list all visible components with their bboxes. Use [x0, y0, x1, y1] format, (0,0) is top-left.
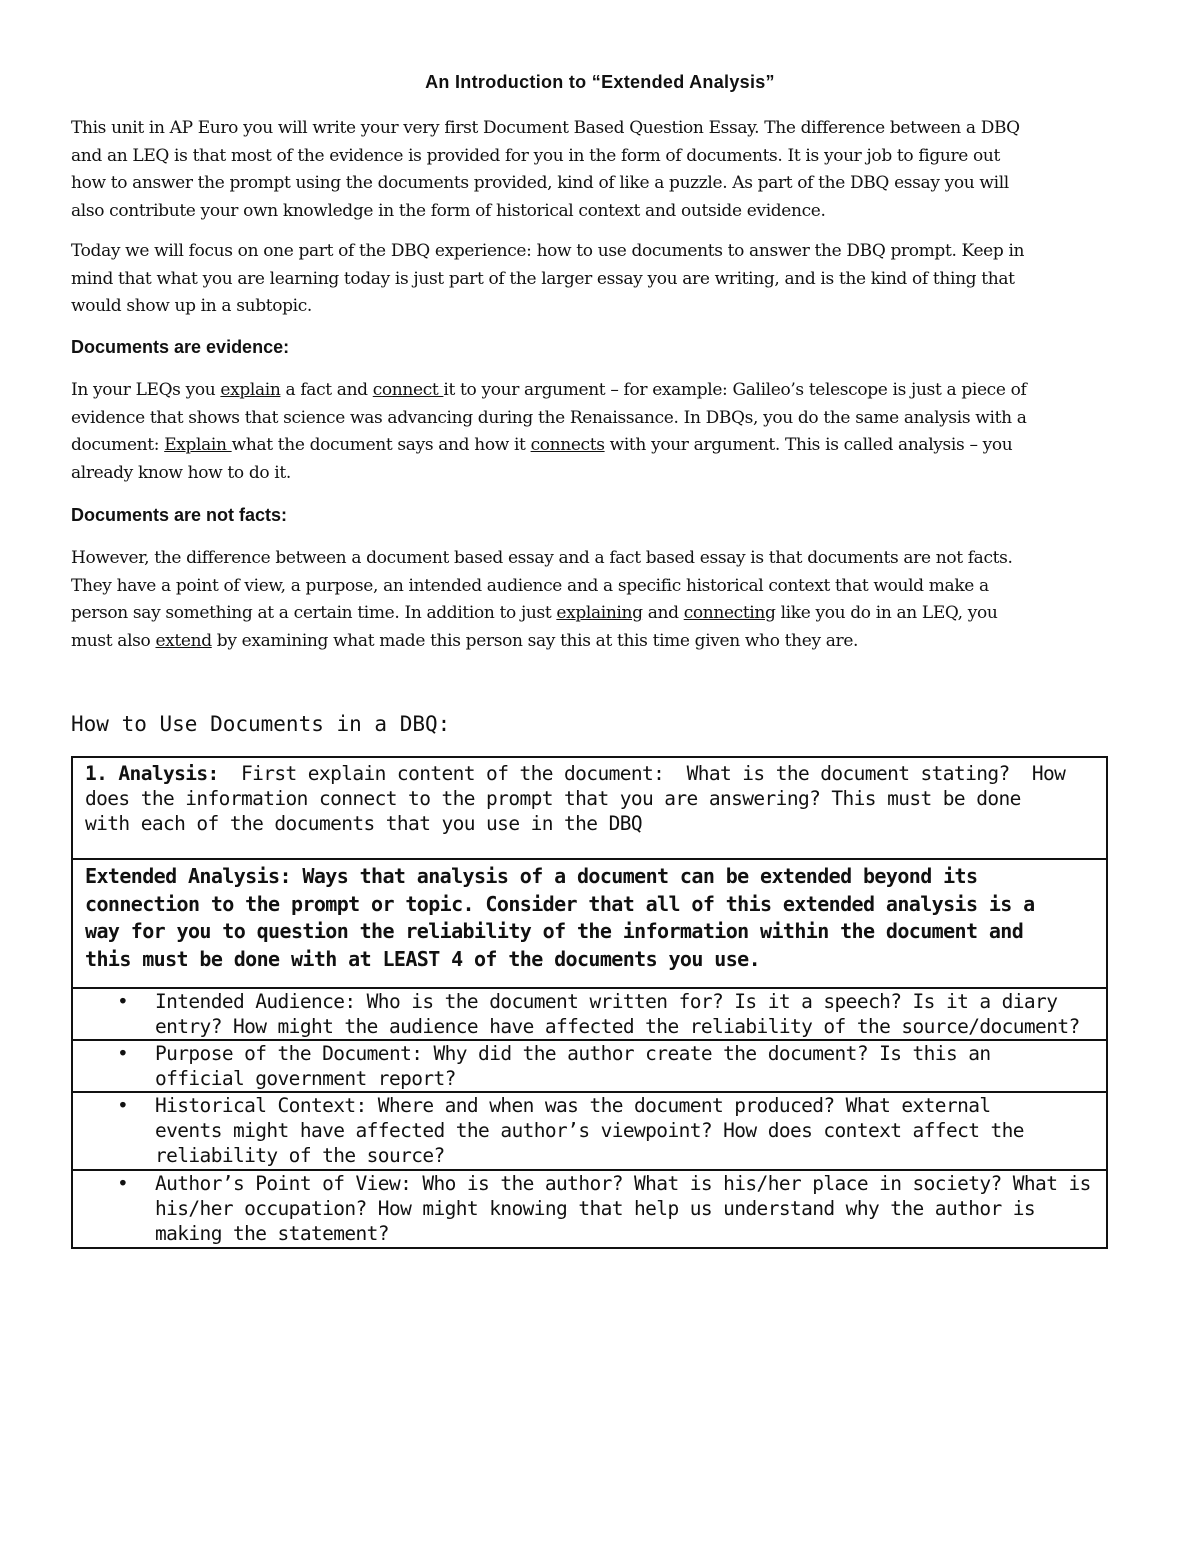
text-line	[85, 761, 1094, 786]
text-line: Extended Analysis: Ways that analysis of a document can be extended beyond its	[85, 864, 978, 888]
underlined-term: explain	[220, 380, 281, 400]
bullet-icon: •	[117, 1094, 129, 1117]
underlined-term: connects	[530, 435, 605, 455]
text-line: evidence that shows that science was advancing during the Renaissance. In DBQs, you do the same analysis with a	[71, 407, 1027, 428]
text-run: with your argument. This is called analysis – you	[604, 435, 1013, 455]
text-line: his/her occupation? How might knowing that help us understand why the author is	[155, 1197, 1036, 1220]
text-run: it to your argument – for example: Galileo’s telescope is just a piece of	[443, 380, 1027, 400]
text-run: In your LEQs you	[71, 380, 221, 400]
text-line: and an LEQ is that most of the evidence is provided for you in the form of documents. It is your job to figure out	[71, 145, 1000, 166]
text-line: how to answer the prompt using the documents provided, kind of like a puzzle. As part of the DBQ essay you will	[71, 173, 1009, 193]
extended-analysis-cell	[72, 859, 1107, 988]
bullet-row	[72, 1040, 1107, 1092]
text-run: person say something at a certain time. In addition to just	[71, 603, 557, 623]
underlined-term: extend	[155, 630, 212, 651]
bullet-row	[72, 1092, 1107, 1170]
text-line: with each of the documents that you use in the DBQ	[85, 812, 642, 835]
dbq-heading: How to Use Documents in a DBQ:	[71, 712, 451, 736]
bullet-cell	[72, 1092, 1107, 1170]
text-line: However, the difference between a document based essay and a fact based essay is that documents are not facts.	[71, 548, 1013, 568]
analysis-row	[72, 757, 1107, 859]
text-line: This unit in AP Euro you will write your very first Document Based Question Essay. The difference between a DBQ	[71, 118, 1020, 138]
evidence-paragraph	[71, 377, 1131, 487]
text-line: this must be done with at LEAST 4 of the documents you use.	[85, 946, 761, 971]
bullet-cell	[72, 1040, 1107, 1092]
text-line: Purpose of the Document: Why did the author create the document? Is this an	[155, 1042, 991, 1065]
text-line: does the information connect to the prompt that you are answering? This must be done	[85, 787, 1021, 810]
not-facts-heading: Documents are not facts:	[71, 505, 288, 525]
not-facts-paragraph	[71, 545, 1131, 655]
text-line	[71, 432, 1131, 460]
text-run: document:	[71, 435, 165, 455]
bullet-row	[72, 1170, 1107, 1248]
text-line: mind that what you are learning today is just part of the larger essay you are writing, and is the kind of thing that	[71, 268, 1015, 289]
text-run: and	[642, 603, 684, 623]
underlined-term: connect	[372, 380, 444, 400]
underlined-term: explaining	[556, 603, 643, 623]
text-run: must also	[71, 630, 156, 651]
text-line: official government report?	[155, 1067, 456, 1090]
text-line: already know how to do it.	[71, 462, 291, 483]
text-line	[71, 377, 1131, 405]
text-line: They have a point of view, a purpose, an intended audience and a specific historical context that would make a	[71, 575, 989, 596]
bullet-icon: •	[117, 1172, 129, 1195]
bullet-cell	[72, 1170, 1107, 1248]
text-line: events might have affected the author’s viewpoint? How does context affect the	[155, 1119, 1024, 1142]
text-run: First explain content of the document: What is the document stating? How	[218, 762, 1066, 785]
bullet-row	[72, 988, 1107, 1040]
evidence-heading: Documents are evidence:	[71, 337, 290, 357]
text-line: reliability of the source?	[155, 1144, 445, 1167]
text-line: making the statement?	[155, 1222, 389, 1245]
text-line: also contribute your own knowledge in the form of historical context and outside evidence.	[71, 200, 826, 221]
text-line: Today we will focus on one part of the DBQ experience: how to use documents to answer the DBQ prompt. Keep in	[71, 241, 1025, 261]
text-line: would show up in a subtopic.	[71, 296, 312, 316]
text-run: what the document says and how it	[231, 435, 531, 455]
analysis-label: 1. Analysis:	[85, 762, 219, 785]
text-line	[71, 600, 1131, 628]
text-run: by examining what made this person say this at this time given who they are.	[211, 630, 859, 651]
text-run: a fact and	[280, 380, 373, 400]
bullet-icon: •	[117, 990, 129, 1013]
underlined-term: connecting	[683, 603, 776, 623]
bullet-cell	[72, 988, 1107, 1040]
intro-paragraph	[71, 115, 1131, 225]
text-line: entry? How might the audience have affected the reliability of the source/document?	[155, 1015, 1080, 1038]
text-line: Author’s Point of View: Who is the author? What is his/her place in society? What is	[155, 1172, 1091, 1195]
underlined-term: Explain	[164, 435, 232, 455]
extended-analysis-row	[72, 859, 1107, 988]
analysis-cell	[72, 757, 1107, 859]
text-line	[71, 628, 1131, 656]
today-paragraph	[71, 238, 1131, 321]
text-run: like you do in an LEQ, you	[775, 603, 998, 623]
text-line: way for you to question the reliability of the information within the document and	[85, 919, 1024, 943]
bullet-icon: •	[117, 1042, 129, 1065]
dbq-table	[71, 756, 1108, 1249]
text-line: Historical Context: Where and when was the document produced? What external	[155, 1094, 991, 1117]
document-title: An Introduction to “Extended Analysis”	[425, 72, 775, 92]
text-line: connection to the prompt or topic. Consider that all of this extended analysis is a	[85, 891, 1035, 916]
text-line: Intended Audience: Who is the document written for? Is it a speech? Is it a diary	[155, 990, 1058, 1013]
